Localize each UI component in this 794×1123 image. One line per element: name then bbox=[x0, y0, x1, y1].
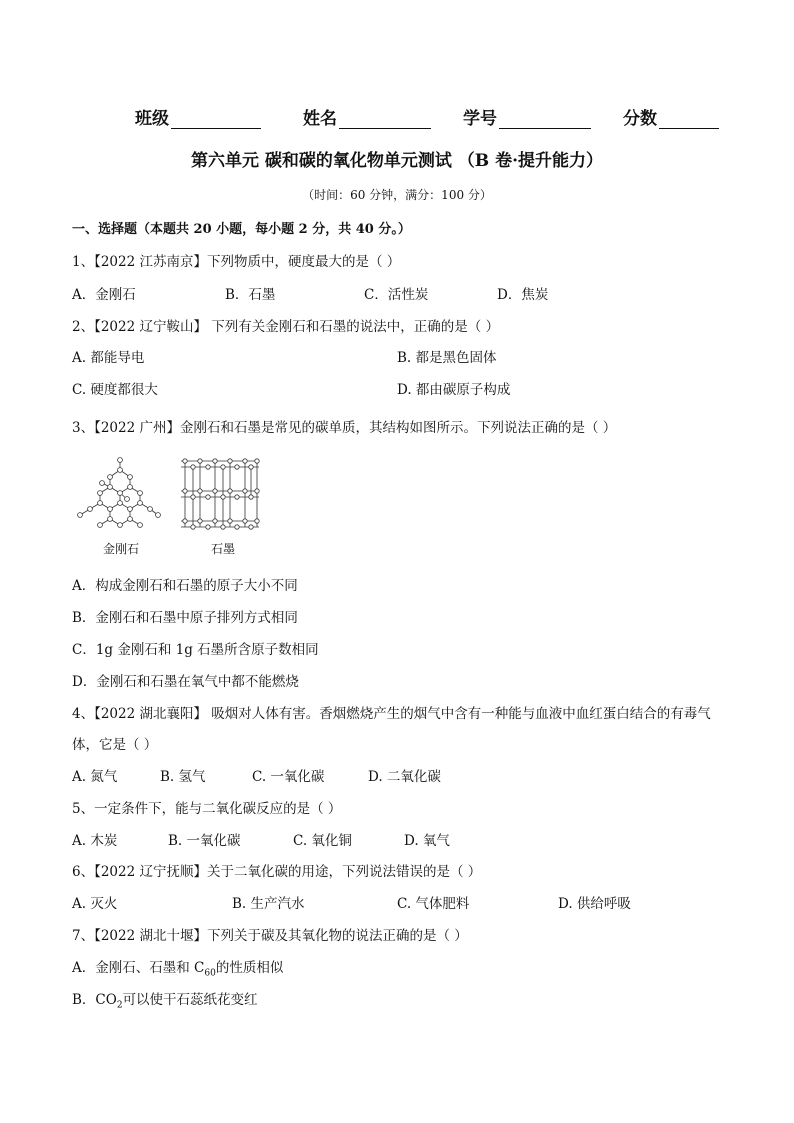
diamond-atoms bbox=[78, 458, 161, 528]
q1-option-a[interactable]: A．金刚石 bbox=[72, 287, 136, 303]
q2-option-c[interactable]: C. 硬度都很大 bbox=[72, 382, 158, 398]
q4-option-c[interactable]: C. 一氧化碳 bbox=[252, 769, 325, 785]
q7-option-b-subscript: 2 bbox=[116, 1000, 123, 1011]
q2-option-b[interactable]: B. 都是黑色固体 bbox=[397, 350, 497, 366]
name-blank[interactable] bbox=[339, 110, 431, 129]
q1-option-b[interactable]: B．石墨 bbox=[225, 287, 276, 303]
graphite-structure-figure bbox=[175, 455, 265, 535]
id-label: 学号 bbox=[463, 109, 497, 129]
q7-option-b[interactable] bbox=[72, 988, 258, 1011]
page-title: 第六单元 碳和碳的氧化物单元测试 （B 卷·提升能力） bbox=[190, 151, 604, 171]
page-subtitle: （时间：60 分钟，满分：100 分） bbox=[302, 188, 492, 202]
name-field[interactable] bbox=[303, 104, 431, 129]
q4-option-a[interactable]: A. 氮气 bbox=[72, 769, 118, 785]
id-blank[interactable] bbox=[499, 110, 591, 129]
q6-option-b[interactable]: B. 生产汽水 bbox=[232, 896, 305, 912]
class-field[interactable] bbox=[135, 104, 261, 129]
q1-option-c[interactable]: C．活性炭 bbox=[364, 287, 429, 303]
q1-option-d[interactable]: D．焦炭 bbox=[497, 287, 549, 303]
graphite-label: 石墨 bbox=[211, 542, 236, 556]
q2-option-d[interactable]: D. 都由碳原子构成 bbox=[397, 382, 511, 398]
q7-option-a-suffix: 的性质相似 bbox=[215, 960, 284, 976]
score-blank[interactable] bbox=[659, 110, 719, 129]
question-5-stem: 5、一定条件下，能与二氧化碳反应的是（ ） bbox=[72, 801, 342, 817]
q6-option-d[interactable]: D. 供给呼吸 bbox=[558, 896, 631, 912]
q4-option-b[interactable]: B. 氢气 bbox=[160, 769, 206, 785]
graphite-atoms bbox=[183, 459, 259, 529]
q4-option-d[interactable]: D. 二氧化碳 bbox=[368, 769, 441, 785]
q7-option-a-prefix: A．金刚石、石墨和 C bbox=[72, 960, 205, 976]
q3-option-c[interactable]: C．1g 金刚石和 1g 石墨所含原子数相同 bbox=[72, 642, 319, 658]
section-heading: 一、选择题（本题共 20 小题，每小题 2 分，共 40 分。） bbox=[72, 222, 411, 237]
id-field[interactable] bbox=[463, 104, 591, 129]
class-blank[interactable] bbox=[171, 110, 261, 129]
diamond-label: 金刚石 bbox=[103, 542, 140, 556]
diamond-structure-figure bbox=[72, 455, 164, 535]
q3-option-a[interactable]: A．构成金刚石和石墨的原子大小不同 bbox=[72, 578, 298, 594]
q6-option-c[interactable]: C. 气体肥料 bbox=[397, 896, 470, 912]
q7-option-b-prefix: B．CO bbox=[72, 992, 117, 1008]
q5-option-b[interactable]: B. 一氧化碳 bbox=[168, 833, 241, 849]
q3-option-b[interactable]: B．金刚石和石墨中原子排列方式相同 bbox=[72, 610, 298, 626]
q3-option-d[interactable]: D．金刚石和石墨在氧气中都不能燃烧 bbox=[72, 674, 299, 690]
question-1-stem: 1、【2022 江苏南京】下列物质中，硬度最大的是（ ） bbox=[72, 254, 401, 270]
graphite-bonds bbox=[181, 461, 259, 527]
question-6-stem: 6、【2022 辽宁抚顺】关于二氧化碳的用途，下列说法错误的是（ ） bbox=[72, 864, 482, 880]
question-3-stem: 3、【2022 广州】金刚石和石墨是常见的碳单质，其结构如图所示。下列说法正确的是（ ） bbox=[72, 420, 617, 436]
q5-option-c[interactable]: C. 氧化铜 bbox=[293, 833, 352, 849]
q2-option-a[interactable]: A. 都能导电 bbox=[72, 350, 145, 366]
q7-option-a[interactable] bbox=[72, 956, 283, 979]
q7-option-b-suffix: 可以使干石蕊纸花变红 bbox=[122, 992, 258, 1008]
q5-option-a[interactable]: A. 木炭 bbox=[72, 833, 118, 849]
score-field[interactable] bbox=[623, 104, 719, 129]
q7-option-a-subscript: 60 bbox=[204, 968, 216, 979]
question-4-stem-line1: 4、【2022 湖北襄阳】 吸烟对人体有害。香烟燃烧产生的烟气中含有一种能与血液中血红蛋白结合的有毒气 bbox=[72, 706, 711, 722]
question-7-stem: 7、【2022 湖北十堰】下列关于碳及其氧化物的说法正确的是（ ） bbox=[72, 928, 468, 944]
q6-option-a[interactable]: A. 灭火 bbox=[72, 896, 118, 912]
name-label: 姓名 bbox=[303, 109, 337, 129]
score-label: 分数 bbox=[623, 109, 657, 129]
q5-option-d[interactable]: D. 氧气 bbox=[404, 833, 450, 849]
question-4-stem-line2: 体，它是（ ） bbox=[72, 737, 158, 753]
class-label: 班级 bbox=[135, 109, 169, 129]
question-2-stem: 2、【2022 辽宁鞍山】 下列有关金刚石和石墨的说法中，正确的是（ ） bbox=[72, 319, 500, 335]
